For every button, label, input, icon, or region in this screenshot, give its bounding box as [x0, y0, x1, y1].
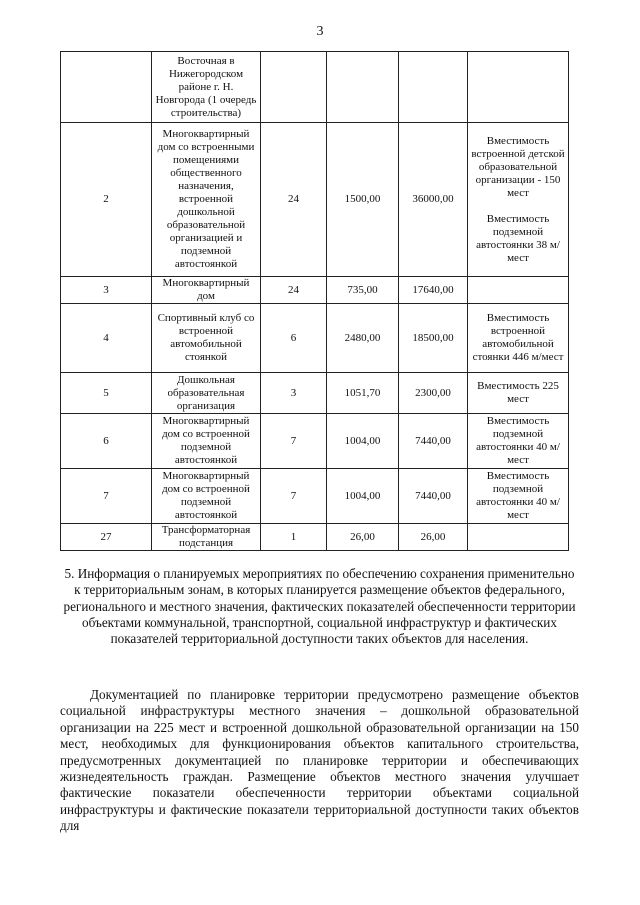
table-cell-num: 3	[61, 277, 152, 304]
table-cell-total: 17640,00	[399, 277, 468, 304]
table-cell-floors: 24	[261, 123, 327, 277]
table-cell-area: 26,00	[327, 524, 399, 551]
table-cell-area: 1500,00	[327, 123, 399, 277]
table-cell-floors: 6	[261, 304, 327, 373]
table-cell-total: 18500,00	[399, 304, 468, 373]
table-cell-floors: 1	[261, 524, 327, 551]
table-row	[61, 277, 569, 304]
table-cell-total: 36000,00	[399, 123, 468, 277]
table-cell-total: 2300,00	[399, 373, 468, 414]
table-cell-note: Вместимость подземной автостоянки 40 м/мест	[468, 469, 569, 524]
table-cell-floors: 7	[261, 469, 327, 524]
table-cell-name: Дошкольная образовательная организация	[152, 373, 261, 414]
table-cell-total: 7440,00	[399, 414, 468, 469]
note-part: Вместимость встроенной детской образовательной организации - 150 мест	[471, 134, 565, 199]
table-cell-name: Многоквартирный дом	[152, 277, 261, 304]
table-cell-num: 5	[61, 373, 152, 414]
table-row	[61, 469, 569, 524]
table-cell-note: Вместимость встроенной автомобильной стоянки 446 м/мест	[468, 304, 569, 373]
table-row	[61, 52, 569, 123]
note-part: Вместимость подземной автостоянки 38 м/мест	[476, 212, 560, 264]
buildings-table	[60, 51, 569, 551]
table-cell-note	[468, 52, 569, 123]
table-cell-floors: 3	[261, 373, 327, 414]
table-cell-name: Многоквартирный дом со встроенной подземной автостоянкой	[152, 414, 261, 469]
table-row	[61, 373, 569, 414]
table-cell-note: Вместимость подземной автостоянки 40 м/мест	[468, 414, 569, 469]
table-cell-total	[399, 52, 468, 123]
table-cell-num: 6	[61, 414, 152, 469]
table-row	[61, 304, 569, 373]
table-cell-area: 735,00	[327, 277, 399, 304]
table-row	[61, 123, 569, 277]
body-paragraph: Документацией по планировке территории предусмотрено размещение объектов социальной инфраструктуры местного значения – дошкольной образовательной организации на 225 мест и встроенной дошкольной образовательной организации на 150 мест, необходимых для функционирования объектов капитального строительства, предусмотренных документацией по планировке территории и обеспечивающих жизнедеятельность граждан. Размещение объектов местного значения улучшает фактические показатели обеспеченности территории объектами социальной инфраструктуры и фактические показатели территориальной доступности таких объектов для	[60, 687, 579, 834]
table-cell-total: 7440,00	[399, 469, 468, 524]
table-cell-note	[468, 524, 569, 551]
table-cell-area: 1004,00	[327, 469, 399, 524]
table-cell-num: 2	[61, 123, 152, 277]
page-number: 3	[316, 24, 324, 39]
table-cell-num	[61, 52, 152, 123]
table-cell-floors: 7	[261, 414, 327, 469]
section-heading: 5. Информация о планируемых мероприятиях по обеспечению сохранения применительно к территориальным зонам, в которых планируется размещение объектов федерального, регионального и местного значения, фактических показателей обеспеченности территории объектами коммунальной, транспортной, социальной инфраструктур и фактических показателей территориальной доступности таких объектов для населения.	[63, 566, 576, 647]
table-cell-note	[468, 277, 569, 304]
table-cell-note	[468, 123, 569, 277]
table-cell-area: 1004,00	[327, 414, 399, 469]
table-cell-note: Вместимость 225 мест	[468, 373, 569, 414]
table-row	[61, 524, 569, 551]
table-cell-floors: 24	[261, 277, 327, 304]
table-cell-total: 26,00	[399, 524, 468, 551]
table-row	[61, 414, 569, 469]
table-cell-area: 2480,00	[327, 304, 399, 373]
table-cell-num: 7	[61, 469, 152, 524]
table-cell-num: 27	[61, 524, 152, 551]
table-cell-name: Спортивный клуб со встроенной автомобильной стоянкой	[152, 304, 261, 373]
table-cell-num: 4	[61, 304, 152, 373]
table-cell-area	[327, 52, 399, 123]
table-cell-name: Восточная в Нижегородском районе г. Н. Новгорода (1 очередь строительства)	[152, 52, 261, 123]
table-cell-floors	[261, 52, 327, 123]
table-cell-name: Трансформаторная подстанция	[152, 524, 261, 551]
table-cell-name: Многоквартирный дом со встроенной подземной автостоянкой	[152, 469, 261, 524]
table-cell-area: 1051,70	[327, 373, 399, 414]
table-cell-name: Многоквартирный дом со встроенными помещениями общественного назначения, встроенной дошкольной образовательной организацией и подземной автостоянкой	[152, 123, 261, 277]
